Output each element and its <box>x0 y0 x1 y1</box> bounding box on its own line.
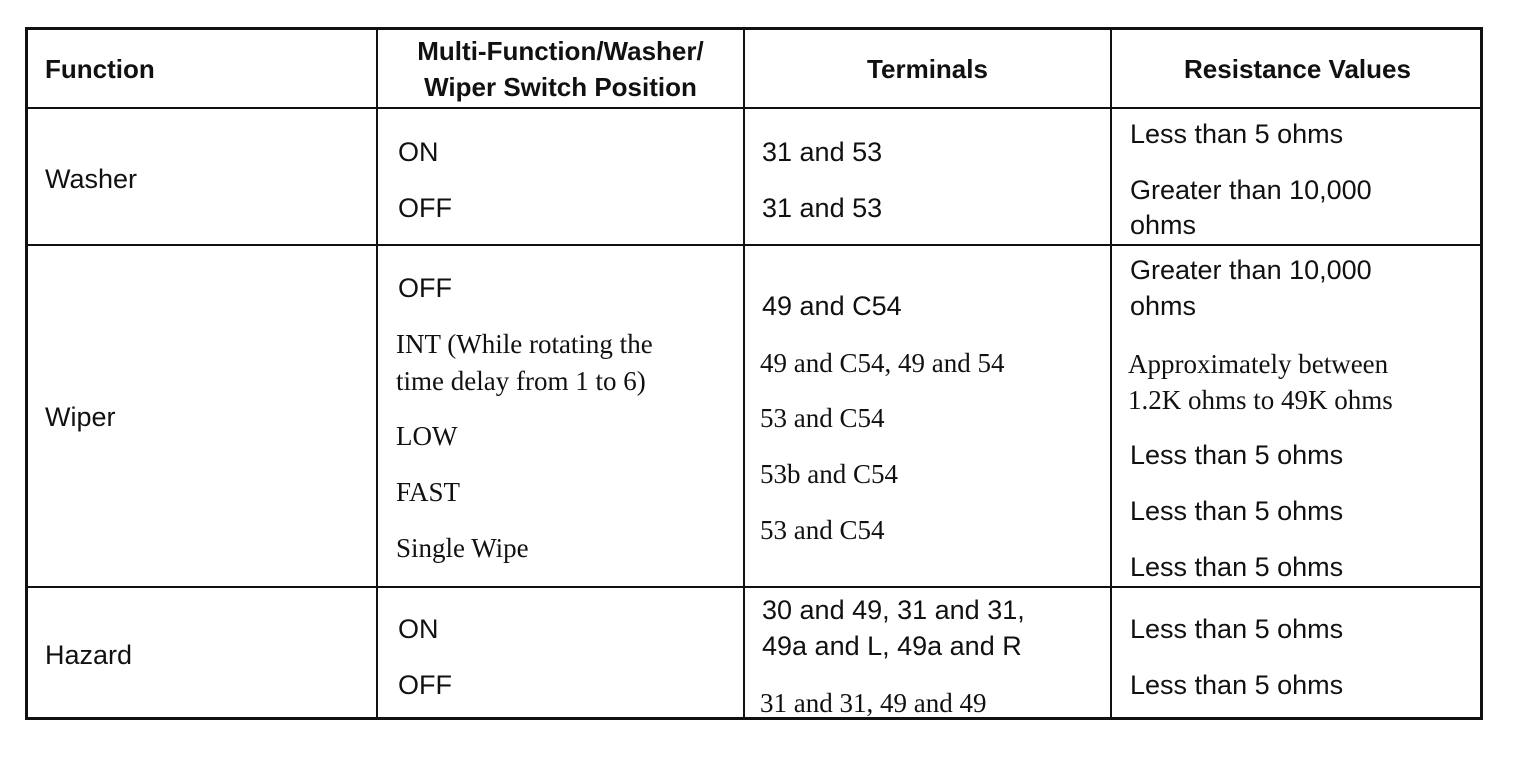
resistance-table <box>25 27 1483 720</box>
row-divider <box>28 586 1480 588</box>
wiper-resistance-int-line2: 1.2K ohms to 49K ohms <box>1128 385 1393 415</box>
wiper-position-low: LOW <box>396 421 458 451</box>
hazard-terminals-off: 31 and 31, 49 and 49 <box>760 688 987 718</box>
washer-terminals-on: 31 and 53 <box>762 137 883 167</box>
hazard-resistance-on: Less than 5 ohms <box>1130 614 1344 644</box>
header-resistance: Resistance Values <box>1184 54 1411 84</box>
header-terminals: Terminals <box>867 54 988 84</box>
wiper-terminals-fast: 53b and C54 <box>760 459 898 489</box>
wiper-resistance-single-wipe: Less than 5 ohms <box>1130 552 1344 582</box>
row-divider <box>28 244 1480 246</box>
header-switch-position-line2: Wiper Switch Position <box>424 72 697 102</box>
wiper-resistance-low: Less than 5 ohms <box>1130 440 1344 470</box>
wiper-terminals-int: 49 and C54, 49 and 54 <box>760 348 1005 378</box>
column-divider <box>376 30 378 717</box>
washer-resistance-on: Less than 5 ohms <box>1130 119 1344 149</box>
wiper-function: Wiper <box>45 402 116 432</box>
wiper-resistance-off-line2: ohms <box>1130 291 1197 321</box>
wiper-position-int-line1: INT (While rotating the <box>396 329 653 359</box>
hazard-terminals-on-line1: 30 and 49, 31 and 31, <box>762 595 1025 625</box>
wiper-resistance-fast: Less than 5 ohms <box>1130 496 1344 526</box>
wiper-resistance-int-line1: Approximately between <box>1128 349 1389 379</box>
washer-position-on: ON <box>398 137 439 167</box>
header-switch-position-line1: Multi-Function/Washer/ <box>417 36 704 66</box>
washer-terminals-off: 31 and 53 <box>762 193 883 223</box>
washer-function: Washer <box>45 164 138 194</box>
hazard-position-off: OFF <box>398 670 452 700</box>
hazard-position-on: ON <box>398 614 439 644</box>
wiper-position-int-line2: time delay from 1 to 6) <box>396 366 646 396</box>
hazard-function: Hazard <box>45 640 133 670</box>
header-function: Function <box>45 54 155 84</box>
washer-resistance-off-line2: ohms <box>1130 210 1197 240</box>
column-divider <box>1110 30 1112 717</box>
wiper-resistance-off-line1: Greater than 10,000 <box>1130 255 1372 285</box>
wiper-position-off: OFF <box>398 273 452 303</box>
wiper-position-single-wipe: Single Wipe <box>396 533 529 563</box>
washer-position-off: OFF <box>398 193 452 223</box>
column-divider <box>743 30 745 717</box>
hazard-terminals-on-line2: 49a and L, 49a and R <box>762 631 1022 661</box>
wiper-terminals-single-wipe: 53 and C54 <box>760 515 885 545</box>
wiper-position-fast: FAST <box>396 477 461 507</box>
row-divider <box>28 107 1480 109</box>
washer-resistance-off-line1: Greater than 10,000 <box>1130 175 1372 205</box>
hazard-resistance-off: Less than 5 ohms <box>1130 670 1344 700</box>
wiper-terminals-low: 53 and C54 <box>760 403 885 433</box>
wiper-terminals-off: 49 and C54 <box>762 291 902 321</box>
